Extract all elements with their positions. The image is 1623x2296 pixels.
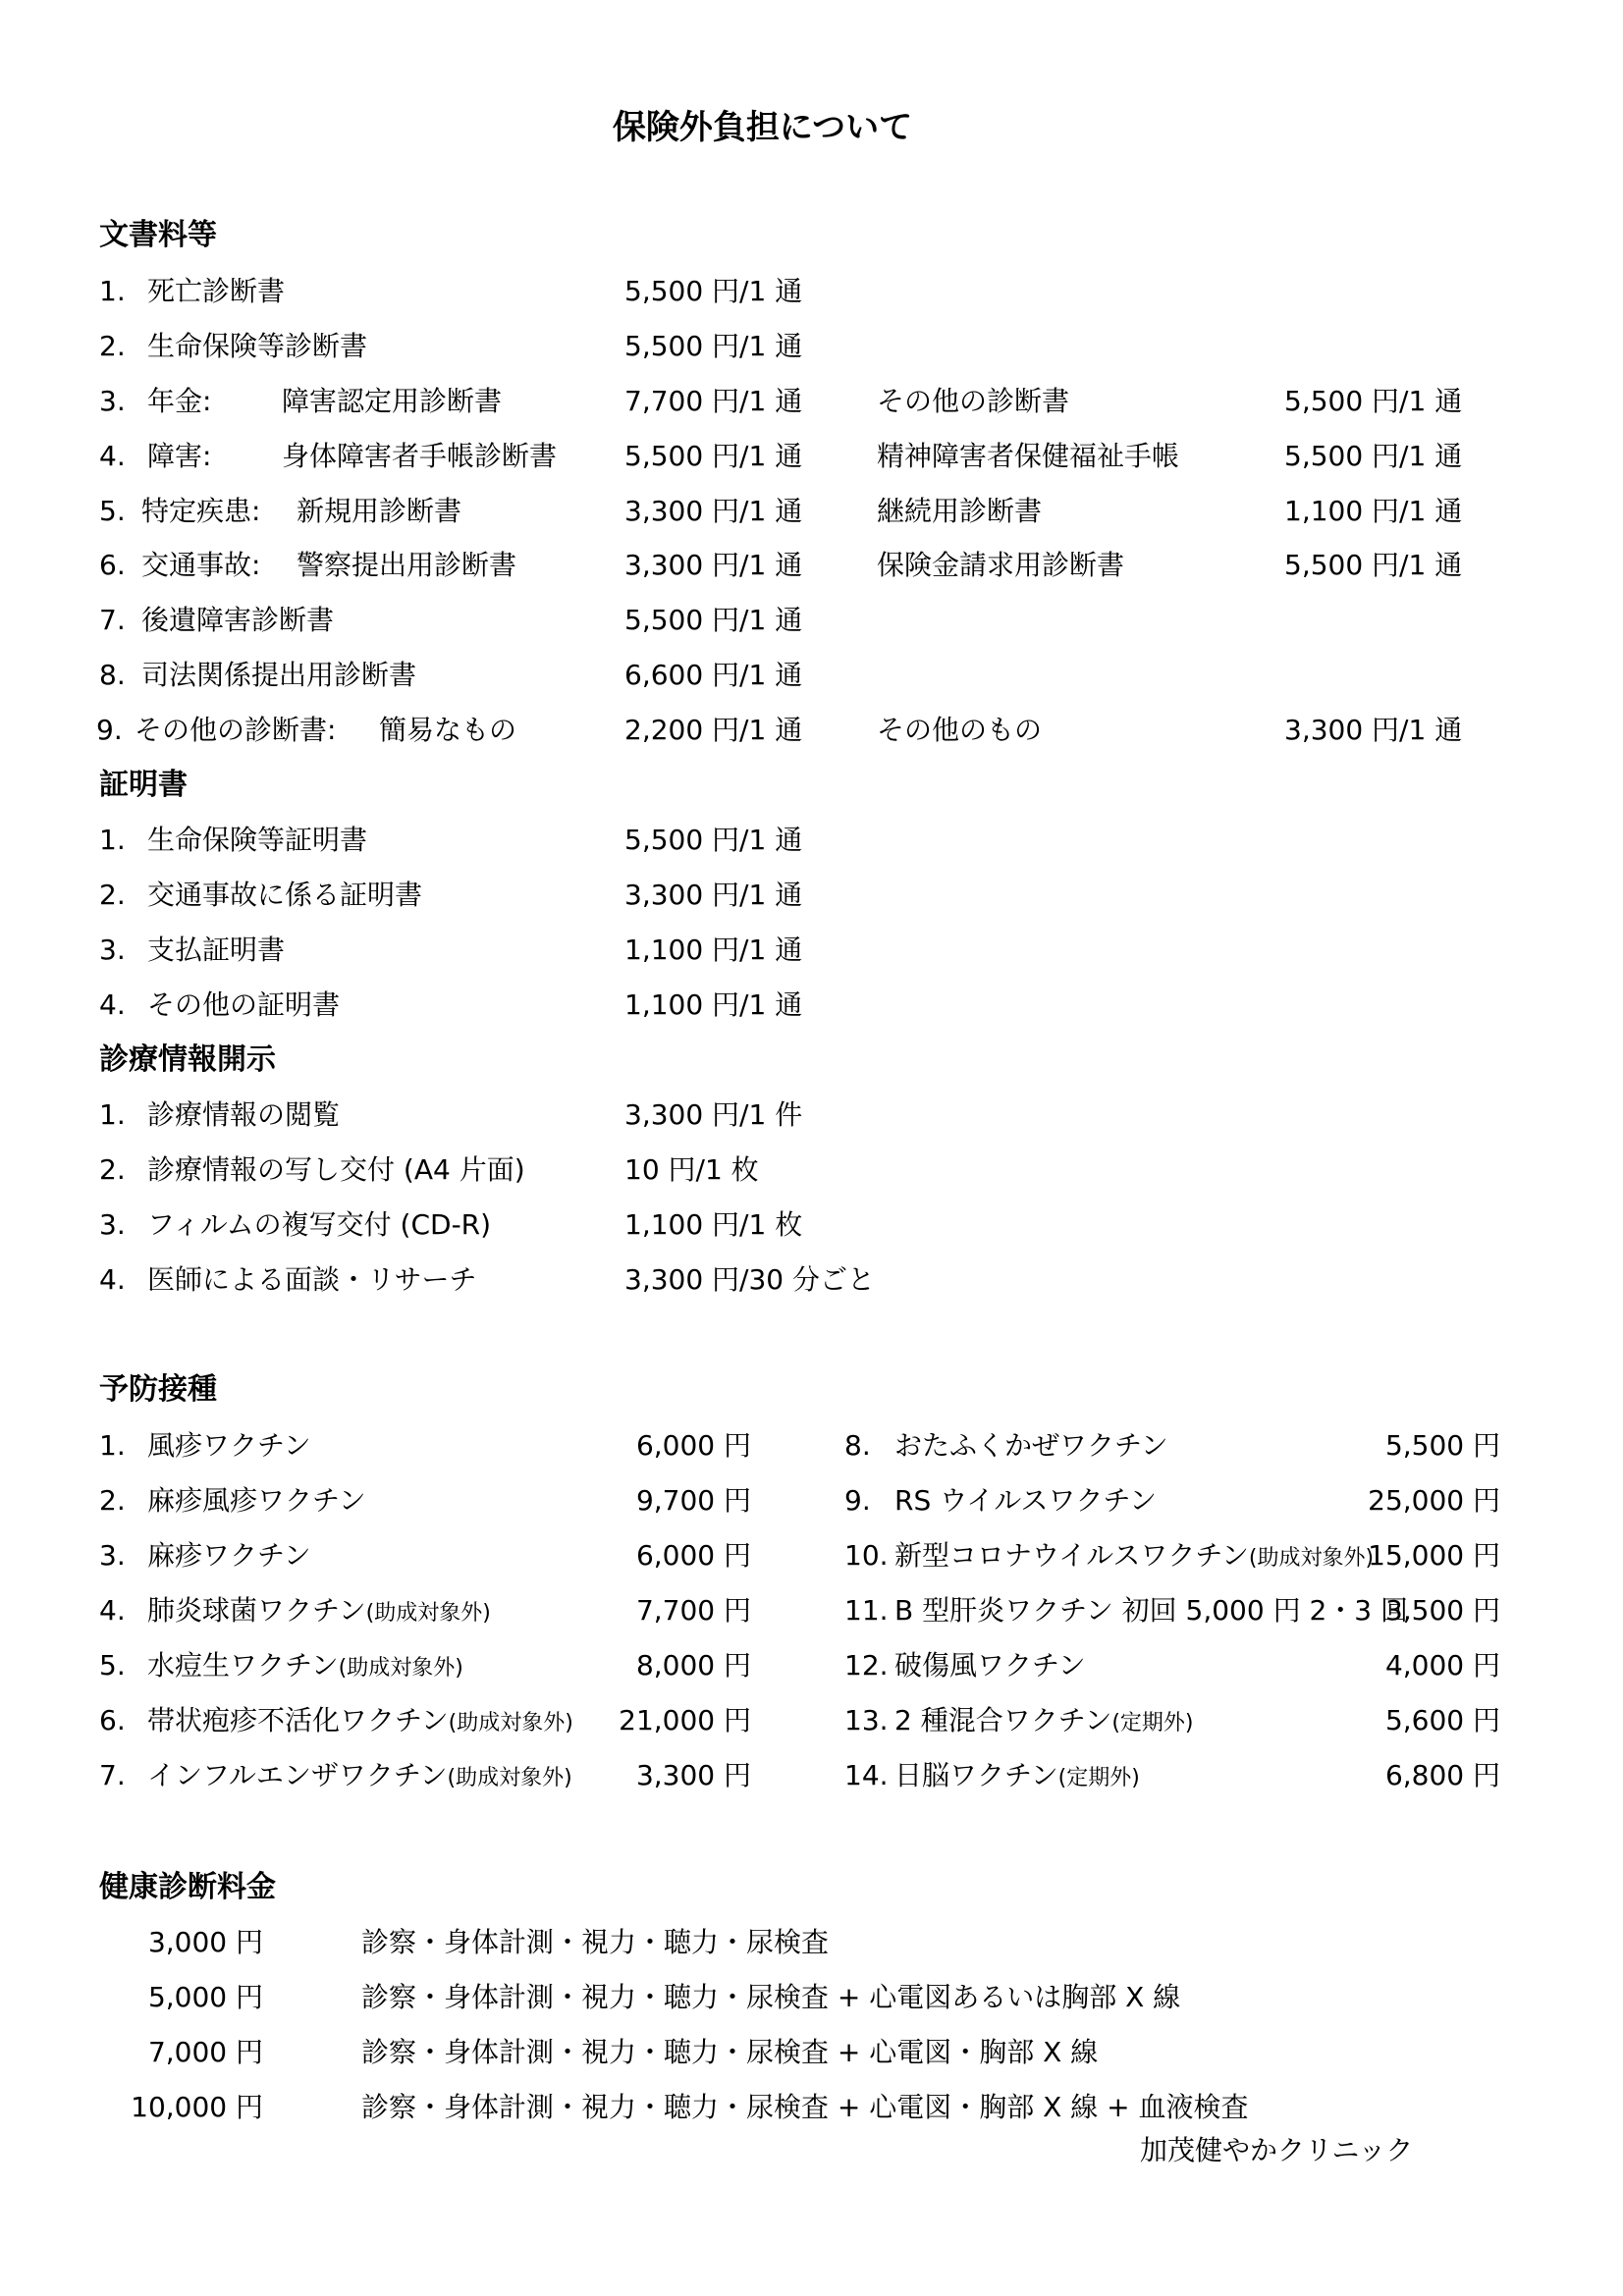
item-label: 生命保険等証明書 [147, 824, 368, 856]
item-number: 4. [99, 1263, 126, 1296]
item-number: 3. [99, 1208, 126, 1241]
item-label: 新型コロナウイルスワクチン(助成対象外) [894, 1539, 1375, 1572]
item-price: 5,500 円/1 通 [624, 604, 803, 636]
checkup-price: 3,000 円 [147, 1926, 263, 1958]
item-label: 特定疾患: [141, 495, 261, 527]
item-number: 2. [99, 330, 126, 362]
item-price: 3,300 円/1 件 [624, 1098, 803, 1131]
item-sublabel: 警察提出用診断書 [297, 549, 517, 581]
item-label-2: 保険金請求用診断書 [877, 549, 1125, 581]
item-price: 5,500 円/1 通 [624, 275, 803, 307]
item-number: 2. [99, 1484, 126, 1517]
item-number: 1. [99, 824, 126, 856]
checkup-description: 診察・身体計測・視力・聴力・尿検査 [361, 1926, 830, 1958]
item-price: 1,100 円/1 枚 [624, 1208, 803, 1241]
item-number: 2. [99, 879, 126, 911]
clinic-name: 加茂健やかクリニック [1140, 2134, 1414, 2166]
item-number: 5. [99, 495, 126, 527]
item-price: 4,000 円 [1384, 1649, 1500, 1682]
item-price: 5,500 円 [1384, 1429, 1500, 1462]
item-label: B 型肝炎ワクチン 初回 5,000 円 2・3 回 [894, 1594, 1408, 1627]
item-number: 7. [99, 1759, 126, 1791]
item-price: 15,000 円 [1368, 1539, 1500, 1572]
item-label: インフルエンザワクチン(助成対象外) [147, 1759, 572, 1791]
item-price-2: 5,500 円/1 通 [1284, 549, 1463, 581]
item-price: 3,300 円 [635, 1759, 751, 1791]
item-price: 2,200 円/1 通 [624, 714, 803, 746]
item-number: 7. [99, 604, 126, 636]
item-label: 死亡診断書 [147, 275, 286, 307]
item-label: 麻疹風疹ワクチン [147, 1484, 366, 1517]
item-sublabel: 新規用診断書 [297, 495, 462, 527]
item-label: その他の診断書: [135, 714, 337, 746]
item-price: 5,500 円/1 通 [624, 440, 803, 472]
item-price: 6,800 円 [1384, 1759, 1500, 1791]
section-heading-certificates: 証明書 [99, 768, 188, 802]
item-number: 3. [99, 1539, 126, 1572]
item-price: 10 円/1 枚 [624, 1153, 759, 1186]
checkup-price: 10,000 円 [131, 2091, 263, 2123]
item-number: 6. [99, 549, 126, 581]
item-price: 5,600 円 [1384, 1704, 1500, 1736]
section-heading-documents: 文書料等 [99, 218, 217, 252]
item-price: 3,300 円/1 通 [624, 549, 803, 581]
item-label-2: 継続用診断書 [877, 495, 1043, 527]
item-label-2: その他の診断書 [877, 385, 1070, 417]
item-price-2: 1,100 円/1 通 [1284, 495, 1463, 527]
item-price: 3,300 円/30 分ごと [624, 1263, 876, 1296]
item-label: 交通事故: [141, 549, 261, 581]
checkup-price: 7,000 円 [147, 2036, 263, 2068]
item-number: 5. [99, 1649, 126, 1682]
item-number: 3. [99, 934, 126, 966]
item-label: 風疹ワクチン [147, 1429, 311, 1462]
item-label: 日脳ワクチン(定期外) [894, 1759, 1140, 1791]
item-price: 9,700 円 [635, 1484, 751, 1517]
item-label: 2 種混合ワクチン(定期外) [894, 1704, 1194, 1736]
item-price: 7,700 円/1 通 [624, 385, 803, 417]
item-label: フィルムの複写交付 (CD-R) [147, 1208, 492, 1241]
item-price: 1,100 円/1 通 [624, 988, 803, 1021]
item-price: 21,000 円 [619, 1704, 751, 1736]
item-price: 6,000 円 [635, 1429, 751, 1462]
item-number: 3. [99, 385, 126, 417]
section-heading-disclosure: 診療情報開示 [99, 1042, 276, 1077]
section-heading-vaccines: 予防接種 [99, 1372, 217, 1407]
item-number: 9. [844, 1484, 871, 1517]
item-number: 4. [99, 440, 126, 472]
item-price: 7,700 円 [635, 1594, 751, 1627]
checkup-description: 診察・身体計測・視力・聴力・尿検査 + 心電図あるいは胸部 X 線 [361, 1981, 1181, 2013]
item-label: RS ウイルスワクチン [894, 1484, 1158, 1517]
item-label-2: その他のもの [877, 714, 1043, 746]
item-label: 水痘生ワクチン(助成対象外) [147, 1649, 463, 1682]
item-price: 5,500 円/1 通 [624, 824, 803, 856]
item-number: 6. [99, 1704, 126, 1736]
item-label: 肺炎球菌ワクチン(助成対象外) [147, 1594, 491, 1627]
item-label: 障害: [147, 440, 212, 472]
item-number: 11. [844, 1594, 889, 1627]
item-price-2: 5,500 円/1 通 [1284, 385, 1463, 417]
item-label: 破傷風ワクチン [894, 1649, 1086, 1682]
item-number: 4. [99, 988, 126, 1021]
item-label-2: 精神障害者保健福祉手帳 [877, 440, 1180, 472]
item-sublabel: 身体障害者手帳診断書 [282, 440, 558, 472]
item-price: 3,300 円/1 通 [624, 495, 803, 527]
item-price: 6,000 円 [635, 1539, 751, 1572]
checkup-price: 5,000 円 [147, 1981, 263, 2013]
item-label: 麻疹ワクチン [147, 1539, 311, 1572]
item-number: 1. [99, 275, 126, 307]
item-sublabel: 障害認定用診断書 [282, 385, 503, 417]
item-price-2: 5,500 円/1 通 [1284, 440, 1463, 472]
item-label: 交通事故に係る証明書 [147, 879, 423, 911]
item-price-2: 3,300 円/1 通 [1284, 714, 1463, 746]
item-number: 4. [99, 1594, 126, 1627]
page-title: 保険外負担について [612, 108, 913, 147]
item-number: 1. [99, 1098, 126, 1131]
section-heading-checkup: 健康診断料金 [99, 1870, 276, 1904]
item-label: 診療情報の閲覧 [147, 1098, 341, 1131]
item-sublabel: 簡易なもの [379, 714, 517, 746]
item-label: 生命保険等診断書 [147, 330, 368, 362]
item-number: 12. [844, 1649, 889, 1682]
item-label: 司法関係提出用診断書 [141, 659, 417, 691]
item-number: 13. [844, 1704, 889, 1736]
item-label: 後遺障害診断書 [141, 604, 335, 636]
checkup-description: 診察・身体計測・視力・聴力・尿検査 + 心電図・胸部 X 線 [361, 2036, 1099, 2068]
item-price: 3,300 円/1 通 [624, 879, 803, 911]
item-price: 3,500 円 [1384, 1594, 1500, 1627]
item-number: 10. [844, 1539, 889, 1572]
checkup-description: 診察・身体計測・視力・聴力・尿検査 + 心電図・胸部 X 線 + 血液検査 [361, 2091, 1249, 2123]
item-price: 8,000 円 [635, 1649, 751, 1682]
item-label: 支払証明書 [147, 934, 286, 966]
item-label: 診療情報の写し交付 (A4 片面) [147, 1153, 525, 1186]
item-number: 1. [99, 1429, 126, 1462]
item-number: 8. [99, 659, 126, 691]
item-label: おたふくかぜワクチン [894, 1429, 1168, 1462]
item-number: 2. [99, 1153, 126, 1186]
item-price: 25,000 円 [1368, 1484, 1500, 1517]
item-label: 帯状疱疹不活化ワクチン(助成対象外) [147, 1704, 573, 1736]
item-label: その他の証明書 [147, 988, 341, 1021]
item-number: 8. [844, 1429, 871, 1462]
item-price: 6,600 円/1 通 [624, 659, 803, 691]
item-label: 医師による面談・リサーチ [147, 1263, 477, 1296]
item-number: 14. [844, 1759, 889, 1791]
item-label: 年金: [147, 385, 212, 417]
item-number: 9. [96, 714, 123, 746]
item-price: 1,100 円/1 通 [624, 934, 803, 966]
item-price: 5,500 円/1 通 [624, 330, 803, 362]
